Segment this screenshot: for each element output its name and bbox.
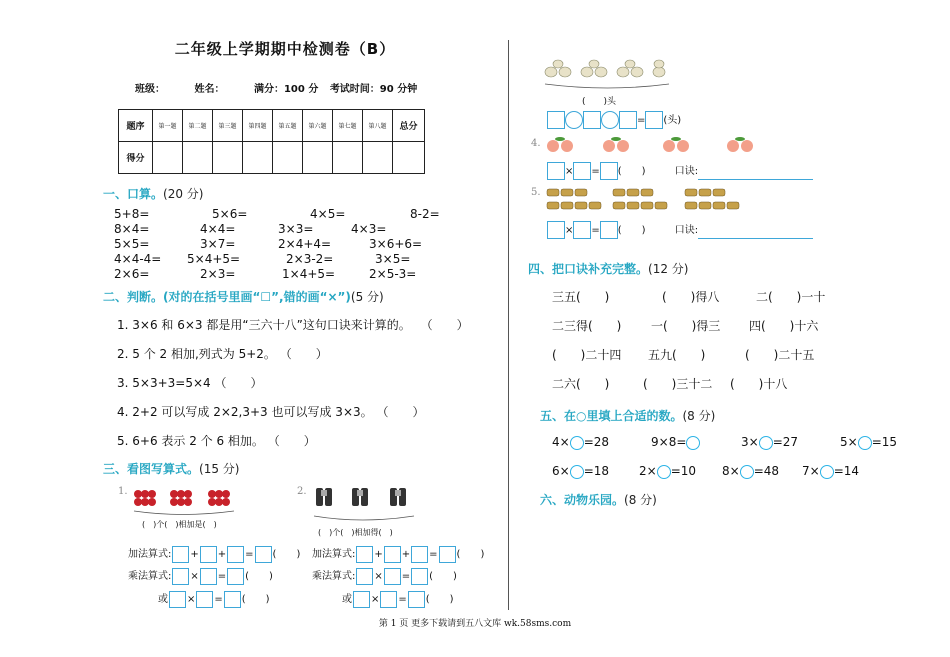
calc-item: 3×7= (200, 237, 236, 251)
question-2-caption: ( )个( )相加得( ) (318, 528, 393, 537)
answer-circle[interactable] (657, 465, 671, 479)
section-5-title: 五、在○里填上合适的数。 (540, 409, 683, 423)
q1-addition-row: 加法算式: + + = ( ) (128, 545, 300, 563)
calc-item: 2×6= (114, 267, 150, 281)
answer-box[interactable] (619, 111, 637, 129)
section-3-heading (103, 460, 239, 477)
calc-item: 5×4+5= (187, 252, 241, 266)
answer-box[interactable] (547, 221, 565, 239)
operator-circle[interactable] (565, 111, 583, 129)
header-cell: 第四题 (243, 110, 273, 142)
unit-paren: ( ) (456, 549, 485, 560)
cows-caption: ( )头 (582, 97, 617, 107)
answer-box[interactable] (196, 591, 213, 608)
exam-time: 考试时间：90 分钟 (329, 84, 418, 95)
expr-right: =15 (871, 435, 898, 449)
answer-box[interactable] (172, 568, 189, 585)
multiplication-label: 乘法算式: (128, 571, 172, 582)
calc-item: 8×4= (114, 222, 150, 236)
koujue-label: 口诀: (674, 225, 699, 236)
koujue-answer-line[interactable] (698, 167, 813, 180)
q2-multiplication-row: 乘法算式: × = ( ) (312, 567, 457, 585)
fill-item: 二( )一十 (756, 290, 826, 304)
calc-item: 2×4+4= (278, 237, 332, 251)
unit-paren: ( ) (241, 594, 270, 605)
calc-item: 5+8= (114, 207, 150, 221)
exam-title: 二年级上学期期中检测卷（B） (174, 40, 396, 58)
circle-item (802, 464, 859, 479)
name-label: 姓名： (194, 84, 225, 95)
score-cell[interactable] (273, 142, 303, 174)
q5-equation-row: × = ( ) 口诀: (547, 221, 813, 239)
answer-box[interactable] (408, 591, 425, 608)
expr-right: =18 (583, 464, 610, 478)
circle-item (639, 464, 696, 479)
expr-left: 3× (741, 435, 759, 449)
circle-item (552, 435, 609, 450)
fill-item: ( )二十五 (745, 348, 815, 362)
fill-item: ( )十八 (730, 377, 788, 391)
unit-paren: ( ) (617, 225, 646, 236)
score-cell[interactable] (333, 142, 363, 174)
calc-item: 3×6+6= (369, 237, 423, 251)
multiplication-label: 乘法算式: (312, 571, 356, 582)
answer-circle[interactable] (820, 465, 834, 479)
answer-box[interactable] (600, 162, 618, 180)
koujue-label: 口诀: (674, 166, 699, 177)
q4-equation-row: × = ( ) 口诀: (547, 162, 813, 180)
answer-circle[interactable] (858, 436, 872, 450)
fill-item: 四( )十六 (749, 319, 819, 333)
binoculars-picture (310, 484, 420, 524)
section-2-title: 二、判断。(对的在括号里画“☐”,错的画“×”) (103, 290, 351, 304)
score-cell[interactable] (183, 142, 213, 174)
score-cell[interactable] (213, 142, 243, 174)
header-cell: 第三题 (213, 110, 243, 142)
class-label: 班级： (135, 84, 165, 95)
exam-info (135, 80, 443, 95)
koujue-answer-line[interactable] (698, 226, 813, 239)
calc-item: 5×5= (114, 237, 150, 251)
cows-equation-row: = (头) (547, 111, 681, 129)
answer-box[interactable] (384, 546, 401, 563)
fill-item: 五九( ) (648, 348, 706, 362)
unit-paren: ( ) (272, 549, 301, 560)
section-4-heading (528, 260, 688, 277)
fill-item: 三五( ) (552, 290, 610, 304)
calc-item: 8-2= (410, 207, 440, 221)
calc-item: 2×3= (200, 267, 236, 281)
expr-right: =14 (833, 464, 860, 478)
question-4-number: 4. (531, 138, 541, 149)
unit-paren: ( ) (425, 594, 454, 605)
expr-left: 6× (552, 464, 570, 478)
judge-item-4: 4. 2+2 可以写成 2×2,3+3 也可以写成 3×3。 （ ） (117, 405, 425, 419)
answer-box[interactable] (255, 546, 272, 563)
answer-box[interactable] (169, 591, 186, 608)
or-label: 或 (158, 594, 168, 605)
calc-item: 4×4= (200, 222, 236, 236)
answer-circle[interactable] (570, 436, 584, 450)
fill-item: 二三得( ) (552, 319, 622, 333)
q2-addition-row: 加法算式: + + = ( ) (312, 545, 484, 563)
score-cell[interactable] (243, 142, 273, 174)
section-1-points: (20 分) (163, 187, 204, 201)
circle-item (651, 435, 700, 450)
header-cell: 第八题 (363, 110, 393, 142)
total-header: 总分 (393, 110, 425, 142)
section-5-heading (540, 407, 715, 424)
expr-left: 4× (552, 435, 570, 449)
circle-item (722, 464, 779, 479)
expr-right: =28 (583, 435, 610, 449)
answer-box[interactable] (356, 546, 373, 563)
row-label-order: 题序 (119, 110, 153, 142)
q2-or-row: 或 × = ( ) (342, 590, 454, 608)
answer-box[interactable] (411, 546, 428, 563)
answer-box[interactable] (547, 162, 565, 180)
answer-circle[interactable] (570, 465, 584, 479)
unit-paren: ( ) (617, 166, 646, 177)
expr-left: 7× (802, 464, 820, 478)
calc-item: 4×4-4= (114, 252, 162, 266)
expr-left: 2× (639, 464, 657, 478)
q1-multiplication-row: 乘法算式: × = ( ) (128, 567, 273, 585)
apples-picture (130, 484, 240, 518)
section-2-points: (5 分) (350, 290, 384, 304)
section-6-title: 六、动物乐园。 (540, 493, 625, 507)
section-4-points: (12 分) (648, 262, 689, 276)
section-4-title: 四、把口诀补充完整。 (528, 262, 649, 276)
answer-box[interactable] (600, 221, 618, 239)
expr-right: =27 (772, 435, 799, 449)
calc-item: 2×5-3= (369, 267, 417, 281)
calc-item: 3×5= (375, 252, 411, 266)
answer-box[interactable] (200, 546, 217, 563)
answer-box[interactable] (439, 546, 456, 563)
answer-box[interactable] (224, 591, 241, 608)
question-5-number: 5. (531, 187, 541, 198)
section-6-heading (540, 491, 657, 508)
score-table (118, 109, 425, 174)
expr-right: =48 (753, 464, 780, 478)
header-cell: 第六题 (303, 110, 333, 142)
answer-box[interactable] (583, 111, 601, 129)
section-1-heading (103, 185, 203, 202)
fill-item: 二六( ) (552, 377, 610, 391)
header-cell: 第五题 (273, 110, 303, 142)
circle-item (552, 464, 609, 479)
section-1-title: 一、口算。 (103, 187, 164, 201)
score-cell[interactable] (303, 142, 333, 174)
unit-paren: ( ) (429, 571, 457, 582)
circle-item (741, 435, 798, 450)
calc-item: 3×3= (278, 222, 314, 236)
unit-paren: ( ) (245, 571, 273, 582)
addition-label: 加法算式: (312, 549, 356, 560)
operator-circle[interactable] (601, 111, 619, 129)
mental-calc-grid (114, 207, 474, 282)
fill-item: ( )三十二 (643, 377, 713, 391)
answer-box[interactable] (380, 591, 397, 608)
question-2-number: 2. (297, 486, 307, 497)
calc-item: 2×3-2= (286, 252, 334, 266)
answer-circle[interactable] (686, 436, 700, 450)
q1-or-row: 或 × = ( ) (158, 590, 270, 608)
score-cell[interactable] (363, 142, 393, 174)
header-cell: 第七题 (333, 110, 363, 142)
answer-circle[interactable] (759, 436, 773, 450)
judge-item-3: 3. 5×3+3=5×4 （ ） (117, 376, 263, 390)
calc-item: 1×4+5= (282, 267, 336, 281)
score-cell[interactable] (393, 142, 425, 174)
calc-item: 5×6= (212, 207, 248, 221)
score-cell[interactable] (153, 142, 183, 174)
section-3-points: (15 分) (199, 462, 240, 476)
question-1-number: 1. (118, 486, 128, 497)
circle-item (840, 435, 897, 450)
cars-picture (545, 185, 745, 215)
page-footer: 第 1 页 更多下载请到五八文库 wk.58sms.com (378, 619, 572, 629)
question-1-caption: ( )个( )相加是( ) (142, 520, 217, 529)
answer-box[interactable] (227, 568, 244, 585)
expr-left: 8× (722, 464, 740, 478)
answer-box[interactable] (353, 591, 370, 608)
answer-circle[interactable] (740, 465, 754, 479)
calc-item: 4×5= (310, 207, 346, 221)
section-5-points: (8 分) (682, 409, 716, 423)
column-divider (508, 40, 509, 610)
calc-item: 4×3= (351, 222, 387, 236)
answer-box[interactable] (411, 568, 428, 585)
fill-item: 一( )得三 (651, 319, 721, 333)
addition-label: 加法算式: (128, 549, 172, 560)
peaches-picture (545, 134, 770, 156)
fill-item: ( )二十四 (552, 348, 622, 362)
answer-box[interactable] (200, 568, 217, 585)
unit-label: (头) (663, 115, 682, 126)
section-3-title: 三、看图写算式。 (103, 462, 200, 476)
answer-box[interactable] (227, 546, 244, 563)
expr-left: 5× (840, 435, 858, 449)
answer-box[interactable] (645, 111, 663, 129)
section-2-heading (103, 288, 384, 305)
fill-item: ( )得八 (662, 290, 720, 304)
answer-box[interactable] (573, 162, 591, 180)
or-label: 或 (342, 594, 352, 605)
answer-box[interactable] (573, 221, 591, 239)
answer-box[interactable] (384, 568, 401, 585)
judge-item-1: 1. 3×6 和 6×3 都是用“三六十八”这句口诀来计算的。 （ ） (117, 318, 469, 332)
header-cell: 第二题 (183, 110, 213, 142)
answer-box[interactable] (172, 546, 189, 563)
expr-right: =10 (670, 464, 697, 478)
header-cell: 第一题 (153, 110, 183, 142)
answer-box[interactable] (356, 568, 373, 585)
cows-picture (543, 58, 673, 94)
section-6-points: (8 分) (624, 493, 657, 507)
full-score: 满分：100 分 (253, 84, 319, 95)
row-label-score: 得分 (119, 142, 153, 174)
answer-box[interactable] (547, 111, 565, 129)
expr-left: 9×8= (651, 435, 687, 449)
judge-item-2: 2. 5 个 2 相加,列式为 5+2。 （ ） (117, 347, 328, 361)
judge-item-5: 5. 6+6 表示 2 个 6 相加。 （ ） (117, 434, 316, 448)
